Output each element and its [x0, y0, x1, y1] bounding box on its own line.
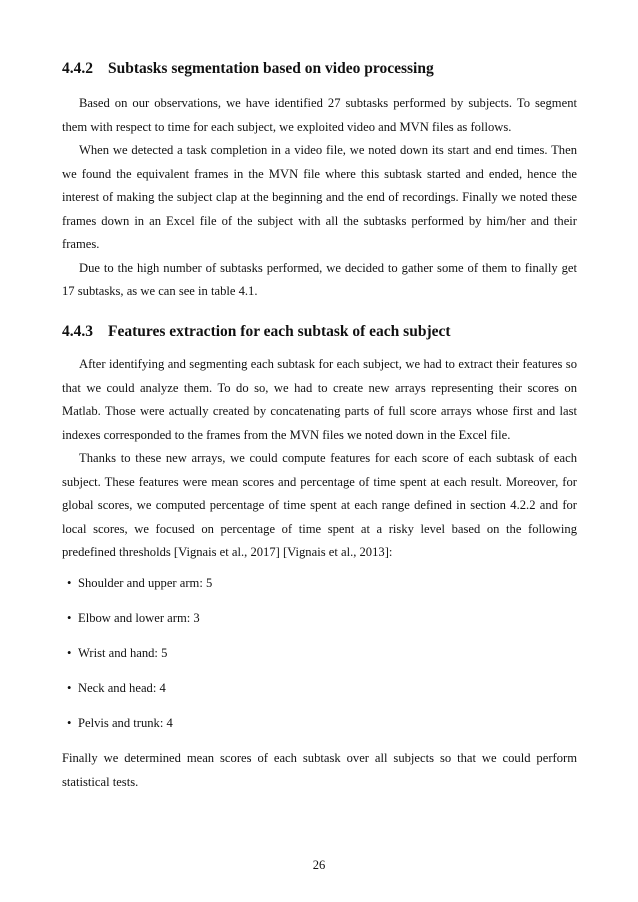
- list-item: • Elbow and lower arm: 3: [62, 607, 212, 642]
- bullet-icon: •: [67, 716, 72, 730]
- section-heading-4-4-3: [62, 323, 451, 341]
- list-item: • Wrist and hand: 5: [62, 642, 212, 677]
- closing-paragraph-block: [62, 747, 577, 794]
- bullet-icon: •: [67, 646, 72, 660]
- section-heading-4-4-2: [62, 60, 434, 78]
- list-item: • Pelvis and trunk: 4: [62, 712, 212, 747]
- paragraph: Based on our observations, we have identified 27 subtasks performed by subjects. To segment them with respect to time for each subject, we exploited video and MVN files as follows.: [62, 96, 577, 134]
- section-4-4-2-body: [62, 92, 577, 304]
- page-number: 26: [312, 858, 326, 872]
- bullet-icon: •: [67, 611, 72, 625]
- section-4-4-3-body: [62, 353, 577, 565]
- bullet-icon: •: [67, 576, 72, 590]
- section-number: 4.4.2: [62, 60, 93, 77]
- section-number: 4.4.3: [62, 323, 93, 340]
- paragraph: Thanks to these new arrays, we could compute features for each score of each subtask of each subject. These features were mean scores and percentage of time spent at each result. Moreover, for global scores, we computed percentage of time spent at each range defined in section 4.2.2 and for local scores, we focused on percentage of time spent at a risky level based on the following predefined thresholds [Vignais et al., 2017] [Vignais et al., 2013]:: [62, 451, 577, 559]
- bullet-icon: •: [67, 681, 72, 695]
- paragraph: Finally we determined mean scores of each subtask over all subjects so that we could perform statistical tests.: [62, 751, 577, 789]
- section-title: Features extraction for each subtask of each subject: [108, 323, 451, 340]
- list-item: • Neck and head: 4: [62, 677, 212, 712]
- paragraph: When we detected a task completion in a video file, we noted down its start and end times. Then we found the equivalent frames in the MVN file where this subtask started and ended, hence the interest of making the subject clap at the beginning and the end of recordings. Finally we noted these frames down in an Excel file of the subject with all the subtasks performed by him/her and their frames.: [62, 143, 577, 251]
- paragraph: After identifying and segmenting each subtask for each subject, we had to extract their features so that we could analyze them. To do so, we had to create new arrays representing their scores on Matlab. Those were actually created by concatenating parts of full score arrays whose first and last indexes corresponded to the frames from the MVN files we noted down in the Excel file.: [62, 357, 577, 442]
- threshold-list: [62, 572, 212, 747]
- section-title: Subtasks segmentation based on video processing: [108, 60, 434, 77]
- list-item: • Shoulder and upper arm: 5: [62, 572, 212, 607]
- paragraph: Due to the high number of subtasks performed, we decided to gather some of them to finally get 17 subtasks, as we can see in table 4.1.: [62, 260, 577, 298]
